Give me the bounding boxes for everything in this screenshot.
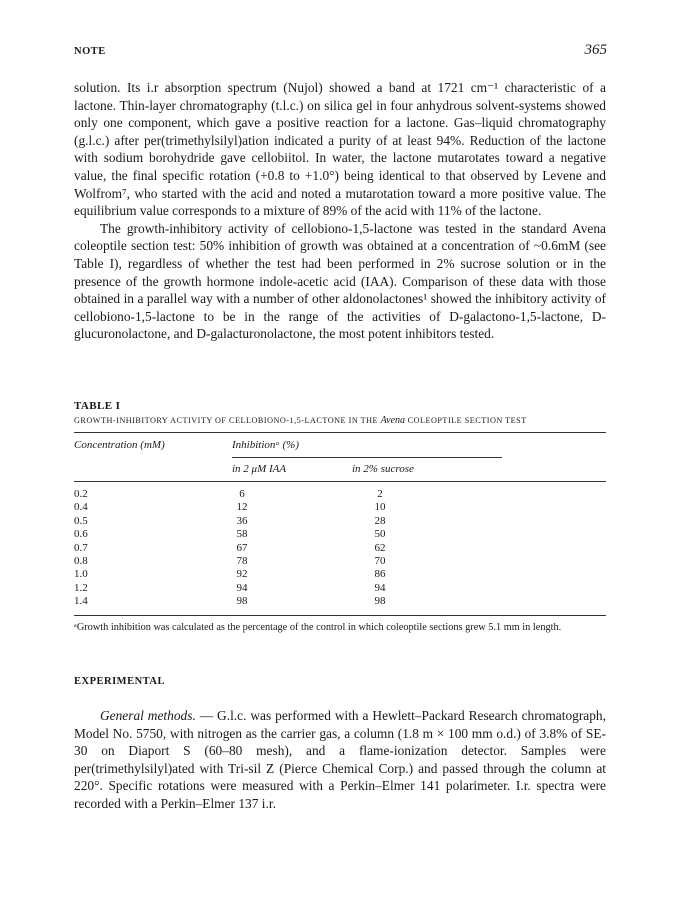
- cell-sucrose: 70: [374, 554, 386, 567]
- table-caption-italic: Avena: [380, 415, 406, 426]
- section-label: NOTE: [74, 46, 106, 57]
- page-number: 365: [584, 42, 607, 58]
- table-footnote: ᵃGrowth inhibition was calculated as the percentage of the control in which coleoptile sections grew 5.1 mm in length.: [74, 621, 562, 633]
- cell-concentration: 0.5: [74, 514, 88, 527]
- cell-concentration: 1.4: [74, 595, 88, 608]
- cell-iaa: 78: [236, 554, 248, 567]
- cell-sucrose: 2: [377, 488, 383, 500]
- header-iaa: in 2 μM IAA: [232, 463, 287, 475]
- experimental-paragraph: [74, 707, 606, 813]
- table-row: [74, 501, 606, 514]
- cell-iaa: 36: [236, 514, 248, 527]
- table-row: [74, 582, 606, 595]
- cell-concentration: 1.0: [74, 568, 88, 581]
- table-caption-suffix: COLEOPTILE SECTION TEST: [407, 416, 527, 425]
- cell-sucrose: 28: [374, 514, 386, 527]
- cell-concentration: 0.2: [74, 488, 88, 500]
- cell-iaa: 94: [236, 581, 248, 594]
- experimental-text: — G.l.c. was performed with a Hewlett–Packard Research chromatograph, Model No. 5750, with nitrogen as the carrier gas, a column (1.8 m × 100 mm o.d.) of 3.8% of SE-30 on Diaport S (60–80 mesh), and a flame-ionization detector. Samples were per(trimethylsilyl)ated with Tri-sil Z (Pierce Chemical Corp.) and passed through the column at 220°. Specific rotations were measured with a Perkin–Elmer 141 polarimeter. I.r. spectra were recorded with a Perkin–Elmer 137 i.r.: [74, 708, 606, 811]
- header-concentration: Concentration (mM): [74, 439, 165, 451]
- cell-sucrose: 50: [374, 528, 386, 541]
- cell-sucrose: 98: [374, 595, 386, 608]
- cell-iaa: 12: [236, 501, 248, 514]
- table-header: [74, 433, 606, 481]
- experimental-heading: EXPERIMENTAL: [74, 676, 165, 687]
- cell-concentration: 0.4: [74, 501, 88, 514]
- cell-concentration: 0.6: [74, 528, 88, 541]
- header-inhibition: Inhibitionᵃ (%): [232, 439, 300, 451]
- table-1: [74, 400, 606, 634]
- cell-iaa: 98: [236, 595, 248, 608]
- table-row: [74, 555, 606, 568]
- cell-sucrose: 10: [374, 501, 386, 514]
- cell-sucrose: 86: [374, 568, 386, 581]
- running-head: [74, 42, 607, 62]
- paragraph-growth-inhibition: The growth-inhibitory activity of cellobiono-1,5-lactone was tested in the standard Avena coleoptile section test: 50% inhibition of growth was obtained at a concentration of ~0.6mM (see Table I), regardless of whether the test had been performed in 2% sucrose solution or in the presence of the growth hormone indole-acetic acid (IAA). Comparison of these data with those obtained in a parallel way with a number of other aldonolactones¹ showed the inhibitory activity of cellobiono-1,5-lactone to be in the range of the activities of D-galactono-1,5-lactone, D-glucuronolactone, and D-galacturonolactone, the most potent inhibitors tested.: [74, 220, 606, 342]
- table-bottom-rule: [74, 615, 606, 616]
- cell-concentration: 0.7: [74, 541, 88, 554]
- table-row: [74, 542, 606, 555]
- body-paragraphs: [74, 79, 606, 343]
- table-row: [74, 488, 606, 501]
- table-label: TABLE I: [74, 400, 121, 412]
- table-row: [74, 595, 606, 608]
- cell-concentration: 1.2: [74, 581, 88, 594]
- table-body: [74, 482, 606, 615]
- cell-concentration: 0.8: [74, 554, 88, 567]
- table-row: [74, 568, 606, 581]
- table-caption-prefix: GROWTH-INHIBITORY ACTIVITY OF CELLOBIONO-1,5-LACTONE IN THE: [74, 416, 379, 425]
- cell-iaa: 92: [236, 568, 248, 581]
- header-spanner-rule: [232, 457, 502, 458]
- table-row: [74, 515, 606, 528]
- table-caption: [74, 415, 606, 426]
- paragraph-lactone-properties: solution. Its i.r absorption spectrum (Nujol) showed a band at 1721 cm⁻¹ characteristic of a lactone. Thin-layer chromatography (t.l.c.) on silica gel in four anhydrous solvent-systems showed only one component, which gave a positive reaction for a lactone. Gas–liquid chromatography (g.l.c.) after per(trimethylsilyl)ation indicated a purity of at least 94%. Reduction of the lactone with sodium borohydride gave cellobiitol. In water, the lactone mutarotates toward a negative value, the final specific rotation (+0.8 to +1.0°) being identical to that observed by Levene and Wolfrom⁷, who started with the acid and noted a mutarotation toward a more positive value. The equilibrium value corresponds to a mixture of 89% of the acid with 11% of the lactone.: [74, 80, 606, 219]
- cell-sucrose: 62: [374, 541, 386, 554]
- cell-sucrose: 94: [374, 581, 386, 594]
- cell-iaa: 67: [236, 541, 248, 554]
- cell-iaa: 58: [236, 528, 248, 541]
- table-row: [74, 528, 606, 541]
- runin-heading: General methods.: [100, 708, 196, 723]
- header-sucrose: in 2% sucrose: [352, 463, 414, 475]
- cell-iaa: 6: [239, 488, 245, 500]
